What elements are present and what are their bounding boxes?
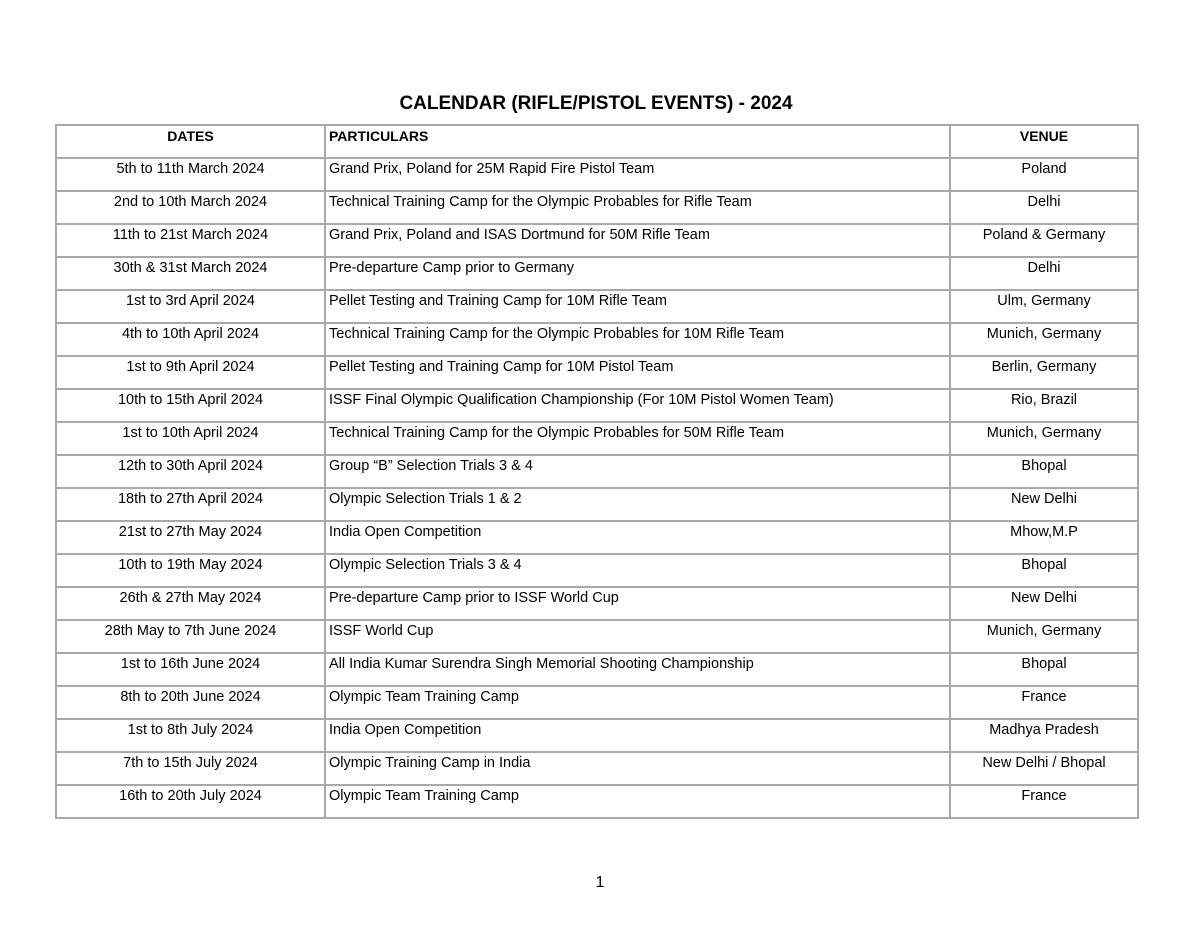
cell-dates: 1st to 9th April 2024 xyxy=(56,356,325,389)
cell-venue: Bhopal xyxy=(950,554,1138,587)
table-row xyxy=(56,587,1138,620)
cell-venue: Munich, Germany xyxy=(950,323,1138,356)
table-row xyxy=(56,224,1138,257)
table-header-row xyxy=(56,125,1138,158)
table-row xyxy=(56,488,1138,521)
header-venue: VENUE xyxy=(950,125,1138,158)
cell-venue: France xyxy=(950,686,1138,719)
cell-dates: 12th to 30th April 2024 xyxy=(56,455,325,488)
cell-particulars: Pellet Testing and Training Camp for 10M Pistol Team xyxy=(325,356,950,389)
cell-dates: 10th to 15th April 2024 xyxy=(56,389,325,422)
cell-particulars: Group “B” Selection Trials 3 & 4 xyxy=(325,455,950,488)
cell-particulars: Grand Prix, Poland and ISAS Dortmund for 50M Rifle Team xyxy=(325,224,950,257)
cell-particulars: All India Kumar Surendra Singh Memorial Shooting Championship xyxy=(325,653,950,686)
cell-particulars: Technical Training Camp for the Olympic Probables for 10M Rifle Team xyxy=(325,323,950,356)
cell-particulars: Olympic Team Training Camp xyxy=(325,686,950,719)
table-row xyxy=(56,356,1138,389)
cell-dates: 30th & 31st March 2024 xyxy=(56,257,325,290)
cell-venue: Delhi xyxy=(950,257,1138,290)
cell-particulars: Pellet Testing and Training Camp for 10M Rifle Team xyxy=(325,290,950,323)
cell-particulars: Grand Prix, Poland for 25M Rapid Fire Pistol Team xyxy=(325,158,950,191)
cell-venue: Madhya Pradesh xyxy=(950,719,1138,752)
cell-particulars: ISSF World Cup xyxy=(325,620,950,653)
cell-venue: France xyxy=(950,785,1138,818)
cell-dates: 16th to 20th July 2024 xyxy=(56,785,325,818)
cell-dates: 18th to 27th April 2024 xyxy=(56,488,325,521)
cell-venue: Munich, Germany xyxy=(950,422,1138,455)
header-particulars: PARTICULARS xyxy=(325,125,950,158)
cell-dates: 4th to 10th April 2024 xyxy=(56,323,325,356)
calendar-table xyxy=(55,124,1139,819)
cell-particulars: Olympic Selection Trials 1 & 2 xyxy=(325,488,950,521)
table-row xyxy=(56,158,1138,191)
cell-dates: 1st to 8th July 2024 xyxy=(56,719,325,752)
cell-dates: 7th to 15th July 2024 xyxy=(56,752,325,785)
cell-dates: 10th to 19th May 2024 xyxy=(56,554,325,587)
cell-particulars: Olympic Selection Trials 3 & 4 xyxy=(325,554,950,587)
cell-venue: Ulm, Germany xyxy=(950,290,1138,323)
table-row xyxy=(56,389,1138,422)
table-body xyxy=(56,158,1138,818)
cell-dates: 11th to 21st March 2024 xyxy=(56,224,325,257)
cell-dates: 5th to 11th March 2024 xyxy=(56,158,325,191)
cell-venue: Bhopal xyxy=(950,653,1138,686)
cell-dates: 1st to 3rd April 2024 xyxy=(56,290,325,323)
table-row xyxy=(56,686,1138,719)
cell-venue: Delhi xyxy=(950,191,1138,224)
cell-venue: Mhow,M.P xyxy=(950,521,1138,554)
cell-venue: Poland xyxy=(950,158,1138,191)
cell-particulars: Technical Training Camp for the Olympic Probables for Rifle Team xyxy=(325,191,950,224)
table-row xyxy=(56,620,1138,653)
cell-venue: New Delhi / Bhopal xyxy=(950,752,1138,785)
cell-particulars: Technical Training Camp for the Olympic Probables for 50M Rifle Team xyxy=(325,422,950,455)
table-row xyxy=(56,521,1138,554)
table-row xyxy=(56,323,1138,356)
cell-venue: New Delhi xyxy=(950,488,1138,521)
table-row xyxy=(56,785,1138,818)
header-dates: DATES xyxy=(56,125,325,158)
table-row xyxy=(56,290,1138,323)
document-title: CALENDAR (RIFLE/PISTOL EVENTS) - 2024 xyxy=(399,93,793,114)
cell-dates: 1st to 10th April 2024 xyxy=(56,422,325,455)
cell-dates: 26th & 27th May 2024 xyxy=(56,587,325,620)
table-row xyxy=(56,191,1138,224)
cell-particulars: India Open Competition xyxy=(325,719,950,752)
cell-dates: 1st to 16th June 2024 xyxy=(56,653,325,686)
cell-dates: 8th to 20th June 2024 xyxy=(56,686,325,719)
cell-venue: Poland & Germany xyxy=(950,224,1138,257)
table-row xyxy=(56,422,1138,455)
cell-venue: Munich, Germany xyxy=(950,620,1138,653)
cell-venue: Berlin, Germany xyxy=(950,356,1138,389)
cell-particulars: India Open Competition xyxy=(325,521,950,554)
cell-dates: 21st to 27th May 2024 xyxy=(56,521,325,554)
cell-venue: New Delhi xyxy=(950,587,1138,620)
cell-venue: Rio, Brazil xyxy=(950,389,1138,422)
table-row xyxy=(56,752,1138,785)
page-number: 1 xyxy=(595,874,605,891)
table-row xyxy=(56,455,1138,488)
cell-particulars: Pre-departure Camp prior to ISSF World Cup xyxy=(325,587,950,620)
table-row xyxy=(56,257,1138,290)
cell-particulars: Olympic Training Camp in India xyxy=(325,752,950,785)
table-row xyxy=(56,719,1138,752)
cell-dates: 2nd to 10th March 2024 xyxy=(56,191,325,224)
cell-particulars: Pre-departure Camp prior to Germany xyxy=(325,257,950,290)
cell-venue: Bhopal xyxy=(950,455,1138,488)
cell-dates: 28th May to 7th June 2024 xyxy=(56,620,325,653)
table-row xyxy=(56,653,1138,686)
table-row xyxy=(56,554,1138,587)
cell-particulars: ISSF Final Olympic Qualification Championship (For 10M Pistol Women Team) xyxy=(325,389,950,422)
cell-particulars: Olympic Team Training Camp xyxy=(325,785,950,818)
